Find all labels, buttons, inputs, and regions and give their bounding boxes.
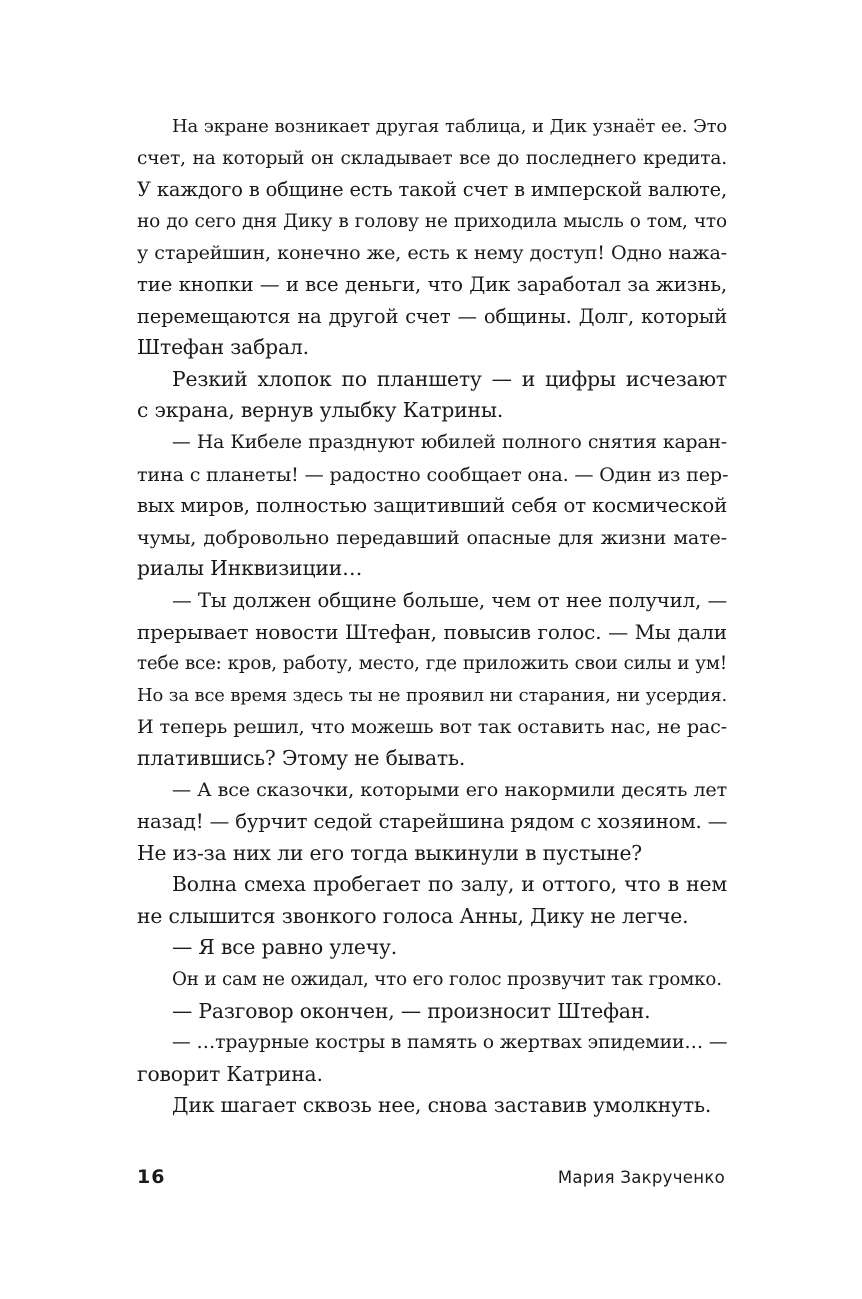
text-line: говорит Катрина.	[137, 1061, 323, 1086]
text-line: Штефан забрал.	[137, 335, 309, 360]
text-line: у старейшин, конечно же, есть к нему доступ! Одно нажа-	[137, 241, 727, 265]
text-line: перемещаются на другой счет — общины. Долг, который	[137, 304, 727, 328]
text-line: — На Кибеле празднуют юбилей полного снятия каран-	[172, 431, 727, 453]
text-line: тебе все: кров, работу, место, где приложить свои силы и ум!	[137, 653, 727, 675]
text-line: — А все сказочки, которыми его накормили десять лет	[172, 778, 727, 802]
text-line: И теперь решил, что можешь вот так оставить нас, не рас-	[137, 715, 727, 739]
text-line: риалы Инквизиции…	[137, 556, 363, 581]
text-line: тие кнопки — и все деньги, что Дик заработал за жизнь,	[137, 272, 727, 296]
text-line: с экрана, вернув улыбку Катрины.	[137, 398, 504, 423]
text-line: платившись? Этому не бывать.	[137, 745, 466, 770]
text-line: Дик шагает сквозь нее, снова заставив умолкнуть.	[172, 1093, 712, 1118]
text-line: вых миров, полностью защитивший себя от космической	[137, 494, 728, 518]
text-line: — …траурные костры в память о жертвах эпидемии… —	[172, 1032, 728, 1054]
text-line: Он и сам не ожидал, что его голос прозвучит так громко.	[172, 969, 722, 991]
text-line: — Я все равно улечу.	[172, 935, 398, 960]
text-line: чумы, добровольно передавший опасные для жизни мате-	[137, 525, 727, 549]
text-line: У каждого в общине есть такой счет в имперской валюте,	[137, 178, 727, 202]
text-line: но до сего дня Дику в голову не приходила мысль о том, что	[137, 210, 727, 232]
text-line: счет, на который он складывает все до последнего кредита.	[137, 147, 727, 169]
running-footer-author: Мария Закрученко	[557, 1168, 725, 1187]
text-line: Резкий хлопок по планшету — и цифры исчезают	[172, 366, 727, 391]
text-line: Но за все время здесь ты не проявил ни старания, ни усердия.	[137, 684, 727, 706]
page-number: 16	[137, 1166, 166, 1188]
text-line: На экране возникает другая таблица, и Дик узнаёт ее. Это	[172, 116, 727, 137]
text-line: — Ты должен общине больше, чем от нее получил, —	[172, 588, 727, 612]
text-line: не слышится звонкого голоса Анны, Дику не легче.	[137, 903, 689, 928]
text-line: прерывает новости Штефан, повысив голос. — Мы дали	[137, 619, 727, 644]
body-text	[137, 111, 727, 1122]
text-line: Волна смеха пробегает по залу, и оттого, что в нем	[172, 872, 727, 897]
text-line: Не из-за них ли его тогда выкинули в пустыне?	[137, 840, 643, 865]
text-line: назад! — бурчит седой старейшина рядом с хозяином. —	[137, 810, 728, 834]
text-line: тина с планеты! — радостно сообщает она. — Один из пер-	[137, 462, 729, 486]
text-line: — Разговор окончен, — произносит Штефан.	[172, 998, 651, 1023]
